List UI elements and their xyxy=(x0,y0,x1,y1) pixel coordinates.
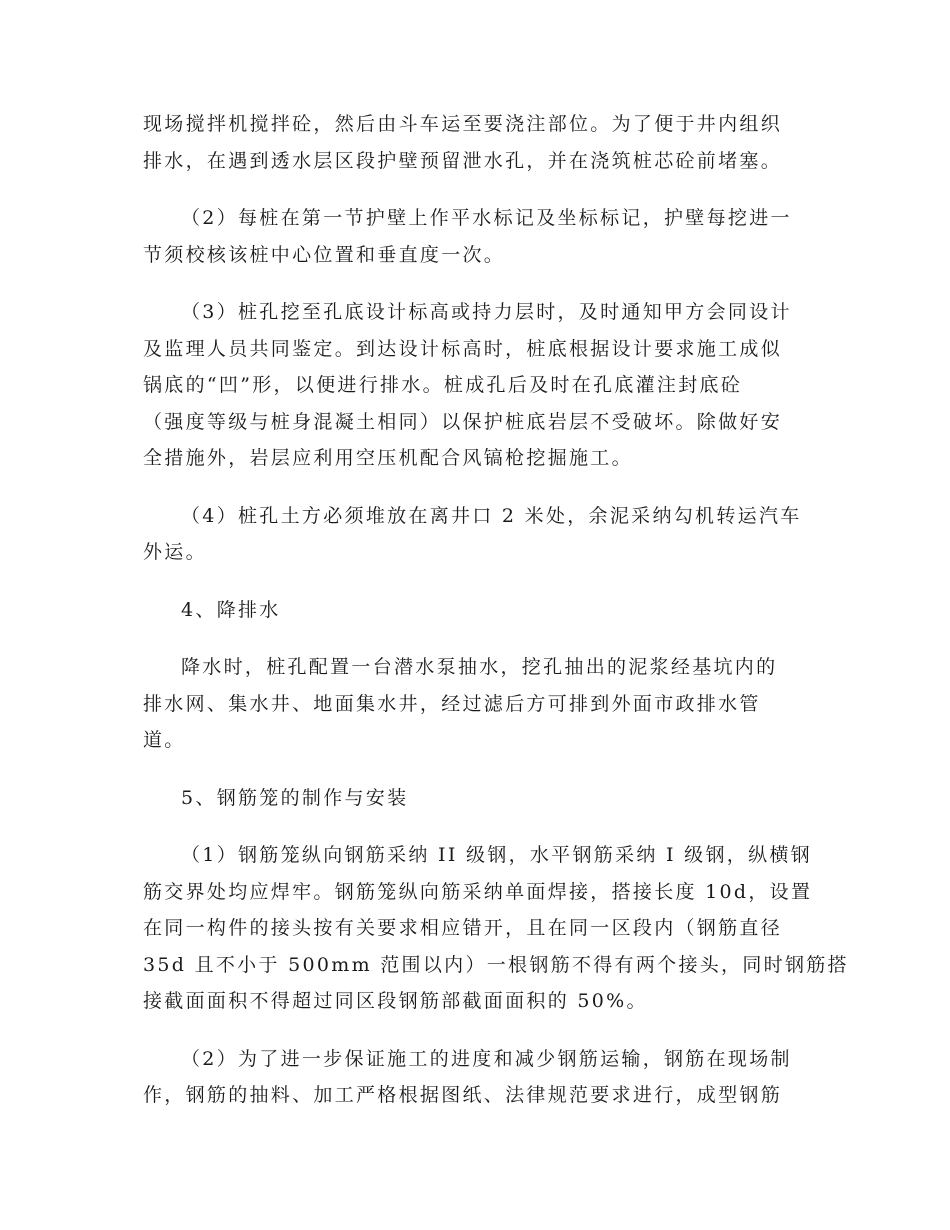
text-line: 全措施外，岩层应利用空压机配合风镐枪挖掘施工。 xyxy=(143,447,633,469)
text-line: 现场搅拌机搅拌砼，然后由斗车运至要浇注部位。为了便于井内组织 xyxy=(143,113,783,135)
paragraph-drainage xyxy=(143,649,808,759)
text-line: 降水时，桩孔配置一台潜水泵抽水，挖孔抽出的泥浆经基坑内的 xyxy=(181,656,778,678)
section-heading-drainage xyxy=(143,592,808,629)
text-line: 在同一构件的接头按有关要求相应错开，且在同一区段内（钢筋直径 xyxy=(143,917,783,939)
text-line: 筋交界处均应焊牢。钢筋笼纵向筋采纳单面焊接，搭接长度 10d，设置 xyxy=(143,880,813,903)
text-line: （2）为了进一步保证施工的进度和减少钢筋运输，钢筋在现场制 xyxy=(181,1047,792,1070)
text-line: （3）桩孔挖至孔底设计标高或持力层时，及时通知甲方会同设计 xyxy=(181,301,792,323)
text-line: 35d 且不小于 500mm 范围以内）一根钢筋不得有两个接头，同时钢筋搭 xyxy=(143,953,849,976)
paragraph-item-4 xyxy=(143,498,808,571)
text-line: 接截面面积不得超过同区段钢筋部截面面积的 50%。 xyxy=(143,990,648,1012)
text-line: （强度等级与桩身混凝土相同）以保护桩底岩层不受破坏。除做好安 xyxy=(143,410,783,433)
text-line: 锅底的“凹”形，以便进行排水。桩成孔后及时在孔底灌注封底砼 xyxy=(143,374,743,396)
paragraph-rebar-item-2 xyxy=(143,1041,808,1114)
section-heading-rebar-cage xyxy=(143,780,808,817)
text-line: 作，钢筋的抽料、加工严格根据图纸、法律规范要求进行，成型钢筋 xyxy=(143,1084,783,1106)
paragraph-item-3 xyxy=(143,294,808,477)
text-line: （2）每桩在第一节护壁上作平水标记及坐标标记，护壁每挖进一 xyxy=(181,207,792,229)
text-line: 排水，在遇到透水层区段护壁预留泄水孔，并在浇筑桩芯砼前堵塞。 xyxy=(143,149,783,172)
text-line: 外运。 xyxy=(143,541,207,563)
text-line: （1）钢筋笼纵向钢筋采纳 II 级钢，水平钢筋采纳 I 级钢，纵横钢 xyxy=(181,844,812,866)
text-line: 道。 xyxy=(143,729,186,751)
text-line: （4）桩孔土方必须堆放在离井口 2 米处，余泥采纳勾机转运汽车 xyxy=(181,504,802,527)
text-line: 排水网、集水井、地面集水井，经过滤后方可排到外面市政排水管 xyxy=(143,692,761,715)
text-line: 及监理人员共同鉴定。到达设计标高时，桩底根据设计要求施工成似 xyxy=(143,337,783,360)
heading-text: 5、钢筋笼的制作与安装 xyxy=(181,786,409,809)
heading-text: 4、降排水 xyxy=(181,598,281,621)
paragraph-rebar-item-1 xyxy=(143,837,849,1020)
paragraph-item-2 xyxy=(143,200,808,273)
text-line: 节须校核该桩中心位置和垂直度一次。 xyxy=(143,243,506,266)
paragraph-continuation xyxy=(143,106,808,179)
document-body xyxy=(143,106,849,1135)
